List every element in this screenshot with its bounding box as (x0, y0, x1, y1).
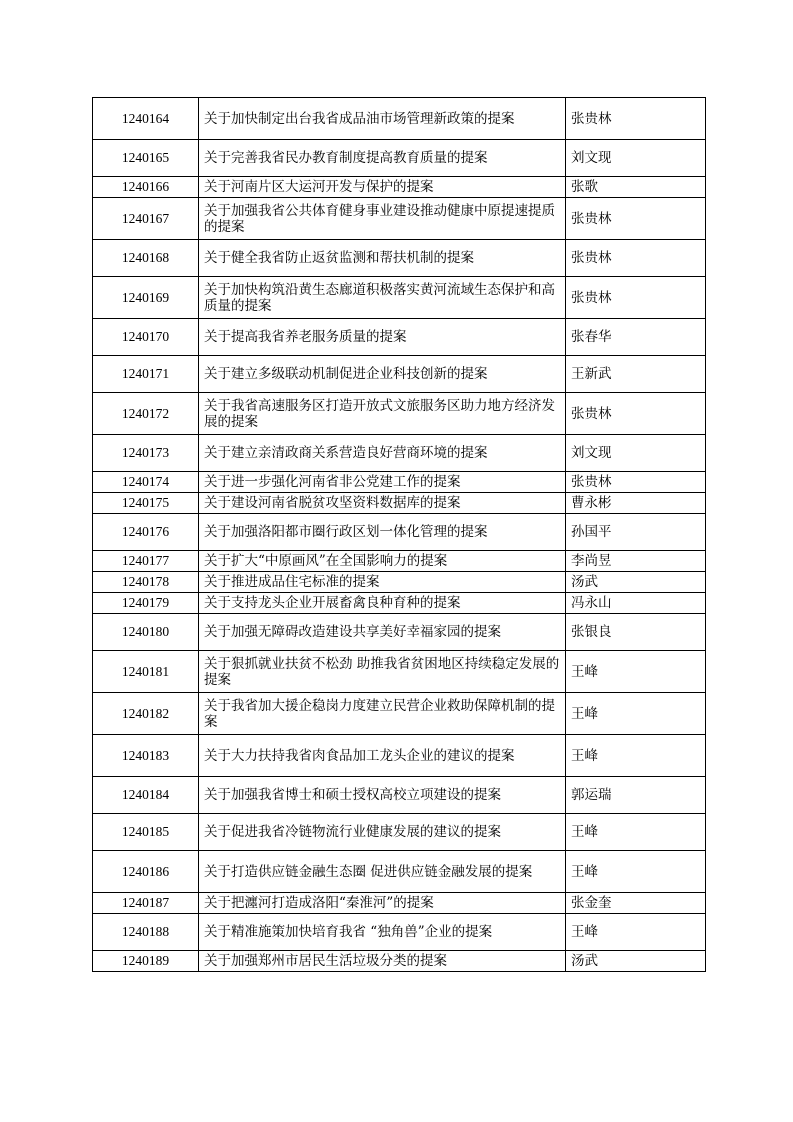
table-row (93, 319, 706, 356)
table-row (93, 240, 706, 277)
proposal-title: 关于加强洛阳都市圈行政区划一体化管理的提案 (199, 514, 566, 551)
table-row (93, 472, 706, 493)
table-row (93, 651, 706, 693)
proposal-author: 王峰 (566, 735, 706, 777)
proposal-author: 李尚昱 (566, 551, 706, 572)
proposal-title: 关于健全我省防止返贫监测和帮扶机制的提案 (199, 240, 566, 277)
proposal-number: 1240171 (93, 356, 199, 393)
proposal-title: 关于加快构筑沿黄生态廊道积极落实黄河流域生态保护和高质量的提案 (199, 277, 566, 319)
proposal-number: 1240182 (93, 693, 199, 735)
proposal-title: 关于加强我省公共体育健身事业建设推动健康中原提速提质的提案 (199, 198, 566, 240)
proposal-title: 关于扩大“中原画风”在全国影响力的提案 (199, 551, 566, 572)
table-row (93, 435, 706, 472)
proposal-title: 关于把瀍河打造成洛阳“秦淮河”的提案 (199, 893, 566, 914)
proposal-author: 汤武 (566, 572, 706, 593)
proposal-author: 王新武 (566, 356, 706, 393)
proposal-author: 张贵林 (566, 472, 706, 493)
table-row (93, 140, 706, 177)
proposal-number: 1240185 (93, 814, 199, 851)
proposal-title: 关于提高我省养老服务质量的提案 (199, 319, 566, 356)
proposal-author: 王峰 (566, 814, 706, 851)
proposal-table-body (93, 98, 706, 972)
proposal-number: 1240186 (93, 851, 199, 893)
proposal-author: 汤武 (566, 951, 706, 972)
proposal-number: 1240169 (93, 277, 199, 319)
proposal-number: 1240180 (93, 614, 199, 651)
proposal-title: 关于我省加大援企稳岗力度建立民营企业救助保障机制的提案 (199, 693, 566, 735)
table-row (93, 177, 706, 198)
proposal-author: 张贵林 (566, 240, 706, 277)
proposal-number: 1240178 (93, 572, 199, 593)
proposal-title: 关于建立亲清政商关系营造良好营商环境的提案 (199, 435, 566, 472)
table-row (93, 777, 706, 814)
proposal-table (92, 97, 706, 972)
proposal-number: 1240167 (93, 198, 199, 240)
proposal-author: 张银良 (566, 614, 706, 651)
proposal-title: 关于加强我省博士和硕士授权高校立项建设的提案 (199, 777, 566, 814)
proposal-number: 1240175 (93, 493, 199, 514)
proposal-author: 张贵林 (566, 98, 706, 140)
table-row (93, 914, 706, 951)
proposal-number: 1240187 (93, 893, 199, 914)
proposal-author: 张歌 (566, 177, 706, 198)
proposal-number: 1240189 (93, 951, 199, 972)
proposal-title: 关于完善我省民办教育制度提高教育质量的提案 (199, 140, 566, 177)
proposal-number: 1240181 (93, 651, 199, 693)
proposal-author: 张金奎 (566, 893, 706, 914)
proposal-number: 1240165 (93, 140, 199, 177)
table-row (93, 277, 706, 319)
table-row (93, 514, 706, 551)
proposal-author: 王峰 (566, 914, 706, 951)
proposal-title: 关于支持龙头企业开展畜禽良种育种的提案 (199, 593, 566, 614)
proposal-title: 关于大力扶持我省肉食品加工龙头企业的建议的提案 (199, 735, 566, 777)
proposal-number: 1240170 (93, 319, 199, 356)
proposal-author: 张贵林 (566, 198, 706, 240)
proposal-author: 张春华 (566, 319, 706, 356)
table-row (93, 851, 706, 893)
table-row (93, 551, 706, 572)
proposal-number: 1240174 (93, 472, 199, 493)
proposal-author: 王峰 (566, 651, 706, 693)
proposal-number: 1240173 (93, 435, 199, 472)
table-row (93, 356, 706, 393)
proposal-title: 关于狠抓就业扶贫不松劲 助推我省贫困地区持续稳定发展的提案 (199, 651, 566, 693)
table-row (93, 572, 706, 593)
proposal-author: 刘文现 (566, 140, 706, 177)
table-row (93, 393, 706, 435)
proposal-author: 孙国平 (566, 514, 706, 551)
proposal-title: 关于我省高速服务区打造开放式文旅服务区助力地方经济发展的提案 (199, 393, 566, 435)
table-row (93, 893, 706, 914)
proposal-number: 1240164 (93, 98, 199, 140)
table-row (93, 693, 706, 735)
table-row (93, 735, 706, 777)
proposal-title: 关于河南片区大运河开发与保护的提案 (199, 177, 566, 198)
proposal-author: 王峰 (566, 693, 706, 735)
proposal-author: 郭运瑞 (566, 777, 706, 814)
proposal-number: 1240183 (93, 735, 199, 777)
proposal-number: 1240172 (93, 393, 199, 435)
proposal-number: 1240176 (93, 514, 199, 551)
proposal-title: 关于推进成品住宅标准的提案 (199, 572, 566, 593)
proposal-title: 关于加强无障碍改造建设共享美好幸福家园的提案 (199, 614, 566, 651)
proposal-number: 1240184 (93, 777, 199, 814)
proposal-title: 关于促进我省冷链物流行业健康发展的建议的提案 (199, 814, 566, 851)
proposal-author: 张贵林 (566, 393, 706, 435)
proposal-author: 王峰 (566, 851, 706, 893)
proposal-number: 1240168 (93, 240, 199, 277)
proposal-number: 1240179 (93, 593, 199, 614)
proposal-title: 关于建设河南省脱贫攻坚资料数据库的提案 (199, 493, 566, 514)
proposal-title: 关于进一步强化河南省非公党建工作的提案 (199, 472, 566, 493)
proposal-author: 曹永彬 (566, 493, 706, 514)
proposal-number: 1240188 (93, 914, 199, 951)
table-row (93, 814, 706, 851)
proposal-title: 关于打造供应链金融生态圈 促进供应链金融发展的提案 (199, 851, 566, 893)
table-row (93, 198, 706, 240)
proposal-author: 冯永山 (566, 593, 706, 614)
proposal-title: 关于建立多级联动机制促进企业科技创新的提案 (199, 356, 566, 393)
proposal-author: 刘文现 (566, 435, 706, 472)
proposal-number: 1240166 (93, 177, 199, 198)
table-row (93, 951, 706, 972)
proposal-title: 关于精准施策加快培育我省 “独角兽”企业的提案 (199, 914, 566, 951)
table-row (93, 98, 706, 140)
proposal-author: 张贵林 (566, 277, 706, 319)
proposal-title: 关于加强郑州市居民生活垃圾分类的提案 (199, 951, 566, 972)
proposal-title: 关于加快制定出台我省成品油市场管理新政策的提案 (199, 98, 566, 140)
table-row (93, 493, 706, 514)
proposal-number: 1240177 (93, 551, 199, 572)
table-row (93, 614, 706, 651)
table-row (93, 593, 706, 614)
